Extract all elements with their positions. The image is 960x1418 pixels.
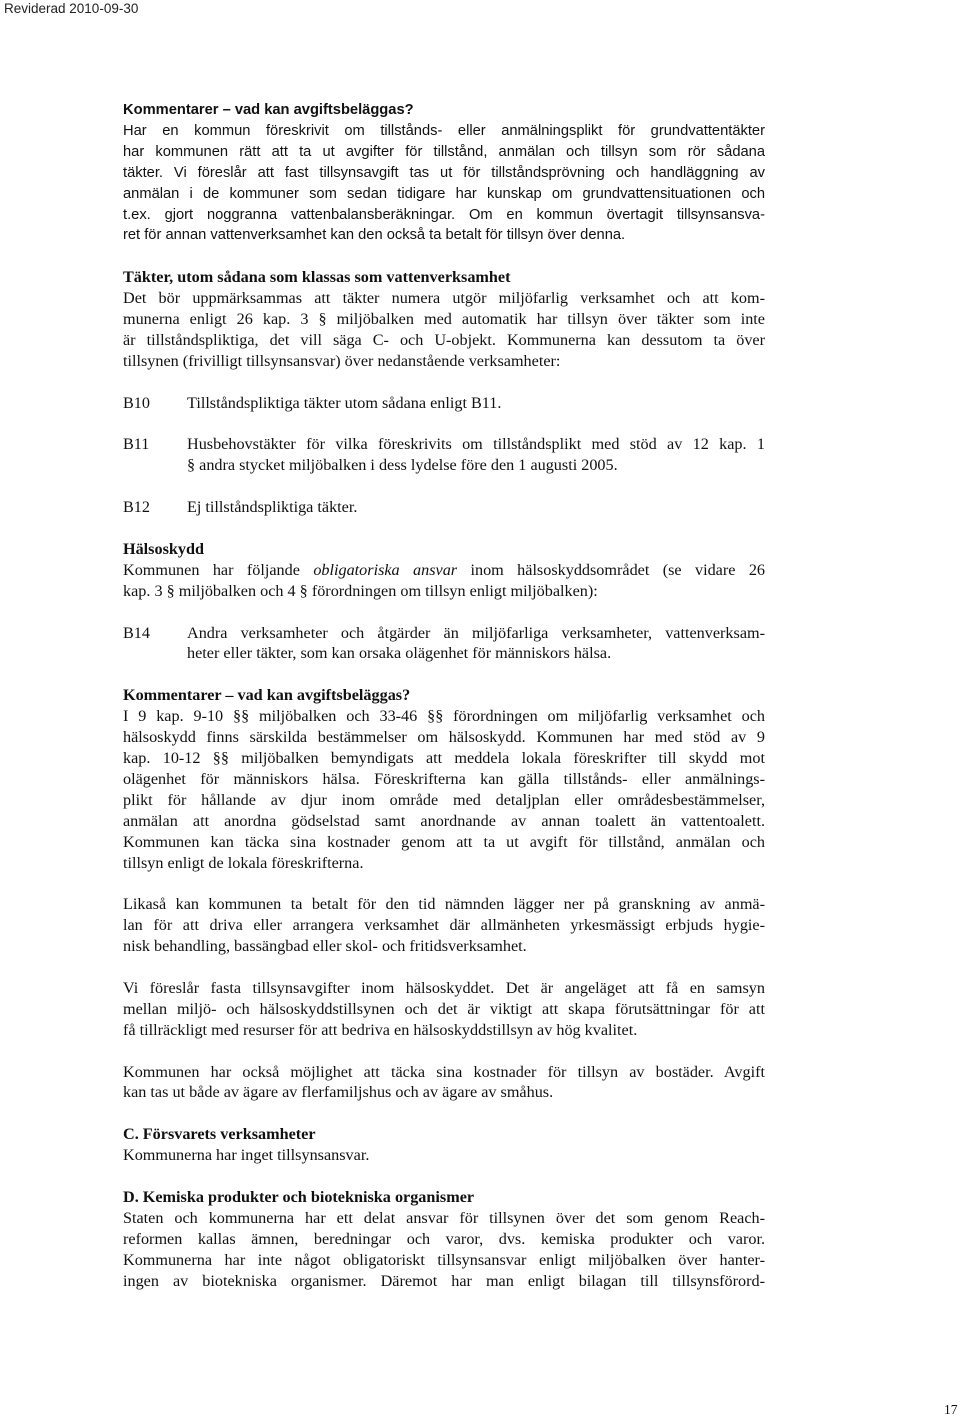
item-code: B10 [123, 393, 150, 412]
text-line: lan för att driva eller arrangera verksamhet där allmänheten yrkesmässigt erbjuds hygie- [123, 916, 765, 935]
text-line: kan tas ut både av ägare av flerfamiljshus och av ägare av småhus. [123, 1083, 554, 1102]
section-quarries [123, 267, 765, 518]
text-line: ingen av biotekniska organismer. Däremot har man enligt bilagan till tillsynsförord- [123, 1271, 765, 1290]
text-line: anmälan i de kommuner som sedan tidigare har kunskap om grundvattensituationen och [123, 185, 765, 202]
text-line: ret för annan vattenverksamhet kan den också ta betalt för tillsyn över denna. [123, 227, 626, 244]
item-text: Andra verksamheter och åtgärder än miljöfarliga verksamheter, vattenverksam- [187, 623, 765, 642]
revision-header: Reviderad 2010-09-30 [4, 1, 139, 16]
item-text: § andra stycket miljöbalken i dess lydelse före den 1 augusti 2005. [187, 456, 618, 475]
text-line: mellan miljö- och hälsoskyddstillsynen och det är viktigt att skapa förutsättningar för att [123, 999, 765, 1018]
text-line: Kommunen kan täcka sina kostnader genom att ta ut avgift för tillstånd, anmälan och [123, 832, 765, 851]
text-line: reformen kallas ämnen, beredningar och varor, dvs. kemiska produkter och varor. [123, 1229, 765, 1248]
list-item [123, 393, 765, 414]
section-defence [123, 1124, 765, 1166]
text-line: hälsoskydd finns särskilda bestämmelser om hälsoskydd. Kommunen har med stöd av 9 [123, 728, 765, 747]
text-line: kap. 3 § miljöbalken och 4 § förordningen om tillsyn enligt miljöbalken): [123, 581, 598, 600]
text-line: t.ex. gjort noggranna vattenbalansberäkningar. Om en kommun övertagit tillsynsansva- [123, 206, 765, 223]
text-line: få tillräckligt med resurser för att bedriva en hälsoskyddstillsyn av hög kvalitet. [123, 1020, 638, 1039]
text-line: anmälan att anordna gödselstad samt anordnande av annan toalett än vattentoalett. [123, 811, 765, 830]
item-code: B12 [123, 498, 150, 517]
text-line [123, 560, 765, 581]
text-line: nisk behandling, bassängbad eller skol- och fritidsverksamhet. [123, 937, 527, 956]
section-heading: Hälsoskydd [123, 539, 204, 558]
text-line: Det bör uppmärksammas att täkter numera utgör miljöfarlig verksamhet och att kom- [123, 289, 765, 308]
text-line: olägenhet för människors hälsa. Föreskrifterna kan gälla tillstånds- eller anmälnings- [123, 769, 765, 788]
text-line: Likaså kan kommunen ta betalt för den tid nämnden lägger ner på granskning av anmä- [123, 895, 765, 914]
item-code: B11 [123, 435, 150, 454]
item-text: Tillståndspliktiga täkter utom sådana enligt B11. [187, 393, 502, 412]
item-text: Husbehovstäkter för vilka föreskrivits om tillståndsplikt med stöd av 12 kap. 1 [187, 435, 765, 454]
text-line: Kommunen har också möjlighet att täcka sina kostnader för tillsyn av bostäder. Avgift [123, 1062, 765, 1081]
text-line: I 9 kap. 9-10 §§ miljöbalken och 33-46 §§ förordningen om miljöfarlig verksamhet och [123, 707, 765, 726]
text-span: Kommunen har följande [123, 560, 314, 579]
text-line: Kommunerna har inget tillsynsansvar. [123, 1146, 370, 1165]
section-heading: Kommentarer – vad kan avgiftsbeläggas? [123, 686, 411, 705]
item-code: B14 [123, 623, 150, 642]
item-text: Ej tillståndspliktiga täkter. [187, 498, 358, 517]
page-content [123, 100, 765, 1291]
section-health-comments [123, 685, 765, 1103]
page-number: 17 [944, 1402, 958, 1417]
text-line: tillsynen (frivilligt tillsynsansvar) över nedanstående verksamheter: [123, 351, 561, 370]
text-line: Vi föreslår fasta tillsynsavgifter inom hälsoskyddet. Det är angeläget att få en samsyn [123, 978, 765, 997]
text-line: kap. 10-12 §§ miljöbalken bemyndigats att meddela lokala föreskrifter till skydd mot [123, 748, 765, 767]
text-line: har kommunen rätt att ta ut avgifter för tillstånd, anmälan och tillsyn som rör sådana [123, 143, 765, 160]
text-line: Har en kommun föreskrivit om tillstånds- eller anmälningsplikt för grundvattentäkter [123, 122, 765, 139]
text-line: täkter. Vi föreslår att fast tillsynsavgift tas ut för tillståndsprövning och handläggning av [123, 164, 765, 181]
list-item [123, 434, 765, 476]
section-heading: C. Försvarets verksamheter [123, 1125, 316, 1144]
emphasis-text: obligatoriska ansvar [313, 560, 458, 579]
item-text: heter eller täkter, som kan orsaka olägenhet för människors hälsa. [187, 644, 612, 663]
text-line: plikt för hållande av djur inom område med detaljplan eller områdesbestämmelser, [123, 790, 765, 809]
text-line: tillsyn enligt de lokala föreskrifterna. [123, 853, 364, 872]
section-groundwater-comments [123, 100, 765, 246]
list-item [123, 497, 765, 518]
text-line: Staten och kommunerna har ett delat ansvar för tillsynen över det som genom Reach- [123, 1208, 765, 1227]
section-heading: Täkter, utom sådana som klassas som vattenverksamhet [123, 268, 511, 287]
text-line: är tillståndspliktiga, det vill säga C- och U-objekt. Kommunerna kan dessutom ta över [123, 330, 765, 349]
section-heading: Kommentarer – vad kan avgiftsbeläggas? [123, 102, 414, 118]
section-chemicals [123, 1187, 765, 1292]
text-span: inom hälsoskyddsområdet (se vidare 26 [457, 560, 766, 579]
text-line: munerna enligt 26 kap. 3 § miljöbalken med automatik har tillsyn över täkter som inte [123, 310, 765, 329]
list-item [123, 623, 765, 665]
section-heading: D. Kemiska produkter och biotekniska organismer [123, 1187, 475, 1206]
section-health-protection [123, 539, 765, 664]
text-line: Kommunerna har inte något obligatoriskt tillsynsansvar enligt miljöbalken över hanter- [123, 1250, 765, 1269]
